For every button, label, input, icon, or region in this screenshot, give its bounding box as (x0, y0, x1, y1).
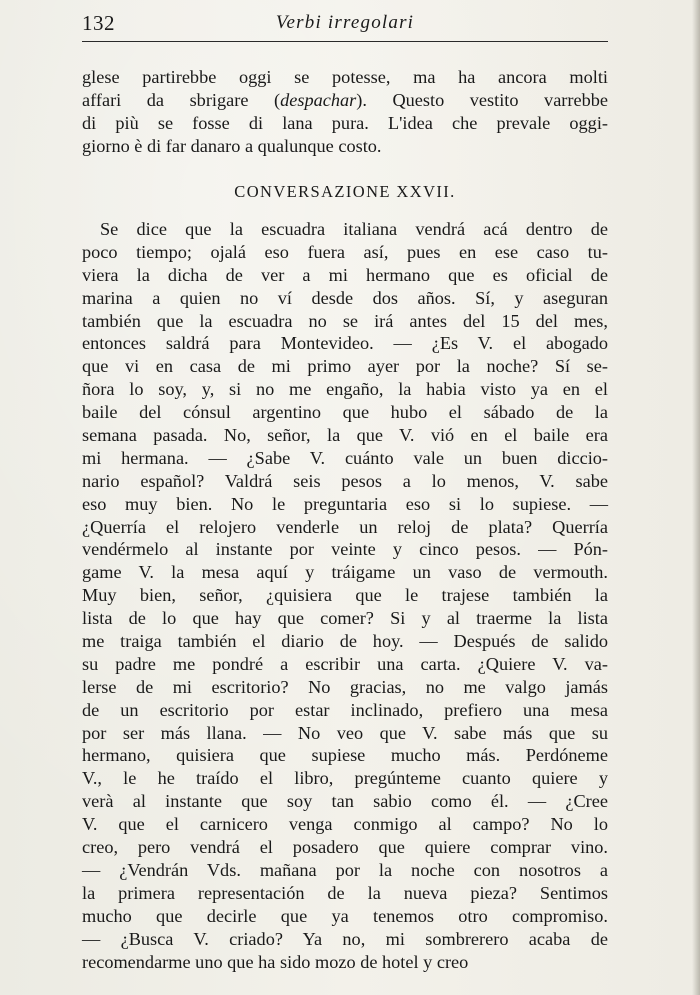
page-number: 132 (82, 11, 115, 35)
text-line: Se dice que la escuadra italiana vendrá acá dentro de (100, 219, 608, 239)
text-line: baile del cónsul argentino que hubo el sábado de la (82, 402, 608, 423)
text-line: — ¿Busca V. criado? Ya no, mi sombrerero acaba de (82, 928, 608, 949)
text-line: creo, pero vendrá el posadero que quiere comprar vino. (82, 837, 608, 858)
text-line: giorno è di far danaro a qualunque costo. (82, 135, 382, 156)
header-rule (82, 41, 608, 42)
text-line: ¿Querría el relojero venderle un reloj de plata? Querría (82, 516, 608, 537)
text-line: viera la dicha de ver a mi hermano que es oficial de (82, 264, 608, 285)
text-line: V., le he traído el libro, pregúnteme cuanto quiere y (82, 768, 608, 789)
page-edge-shadow (692, 0, 700, 995)
text-line: entonces saldrá para Montevideo. — ¿Es V. el abogado (82, 333, 608, 354)
text-line: su padre me pondré a escribir una carta. ¿Quiere V. va- (82, 653, 608, 674)
text-line: vendérmelo al instante por veinte y cinco pesos. — Pón- (82, 539, 608, 560)
text-line: — ¿Vendrán Vds. mañana por la noche con nosotros a (82, 859, 608, 880)
text-line: affari da sbrigare (despachar). Questo vestito varrebbe (82, 89, 608, 110)
text-line: nario español? Valdrá seis pesos a lo menos, V. sabe (82, 470, 608, 491)
text-line: también que la escuadra no se irá antes del 15 del mes, (82, 310, 608, 331)
italic-term: despachar (280, 89, 357, 110)
text-line: de un escritorio por estar inclinado, prefiero una mesa (82, 699, 608, 720)
text-line: lerse de mi escritorio? No gracias, no me valgo jamás (82, 676, 608, 697)
text-line: marina a quien no ví desde dos años. Sí, y aseguran (82, 287, 608, 308)
paragraph-main (82, 218, 608, 973)
text-line: ñora lo soy, y, si no me engaño, la habia visto ya en el (82, 379, 608, 400)
text-line: semana pasada. No, señor, la que V. vió en el baile era (82, 425, 608, 446)
text-line: glese partirebbe oggi se potesse, ma ha ancora molti (82, 67, 608, 87)
text-line: me traiga también el diario de hoy. — Después de salido (82, 631, 608, 652)
text-line: mi hermana. — ¿Sabe V. cuánto vale un buen diccio- (82, 447, 608, 468)
text-line: Muy bien, señor, ¿quisiera que le trajese también la (82, 585, 608, 606)
text-line: eso muy bien. No le preguntaria eso si lo supiese. — (82, 493, 608, 514)
running-head (82, 11, 608, 41)
text-line: di più se fosse di lana pura. L'idea che prevale oggi- (82, 112, 608, 133)
text-line: hermano, quisiera que supiese mucho más. Perdóneme (82, 745, 608, 766)
text-line: V. que el carnicero venga conmigo al campo? No lo (82, 814, 608, 835)
section-heading: CONVERSAZIONE XXVII. (234, 182, 456, 201)
text-line: la primera representación de la nueva pieza? Sentimos (82, 882, 608, 903)
text-line: poco tiempo; ojalá eso fuera así, pues en ese caso tu- (82, 241, 608, 262)
text-line: por ser más llana. — No veo que V. sabe más que su (82, 722, 608, 743)
text-line: que vi en casa de mi primo ayer por la noche? Sí se- (82, 356, 608, 377)
text-line: recomendarme uno que ha sido mozo de hotel y creo (82, 951, 469, 972)
text-line: game V. la mesa aquí y tráigame un vaso de vermouth. (82, 562, 608, 583)
text-line: verà al instante que soy tan sabio como él. — ¿Cree (82, 791, 608, 812)
paragraph-top (82, 66, 608, 158)
text-line: mucho que decirle que ya tenemos otro compromiso. (82, 905, 608, 926)
running-title: Verbi irregolari (275, 12, 415, 33)
text-line: lista de lo que hay que comer? Si y al traerme la lista (82, 608, 608, 629)
